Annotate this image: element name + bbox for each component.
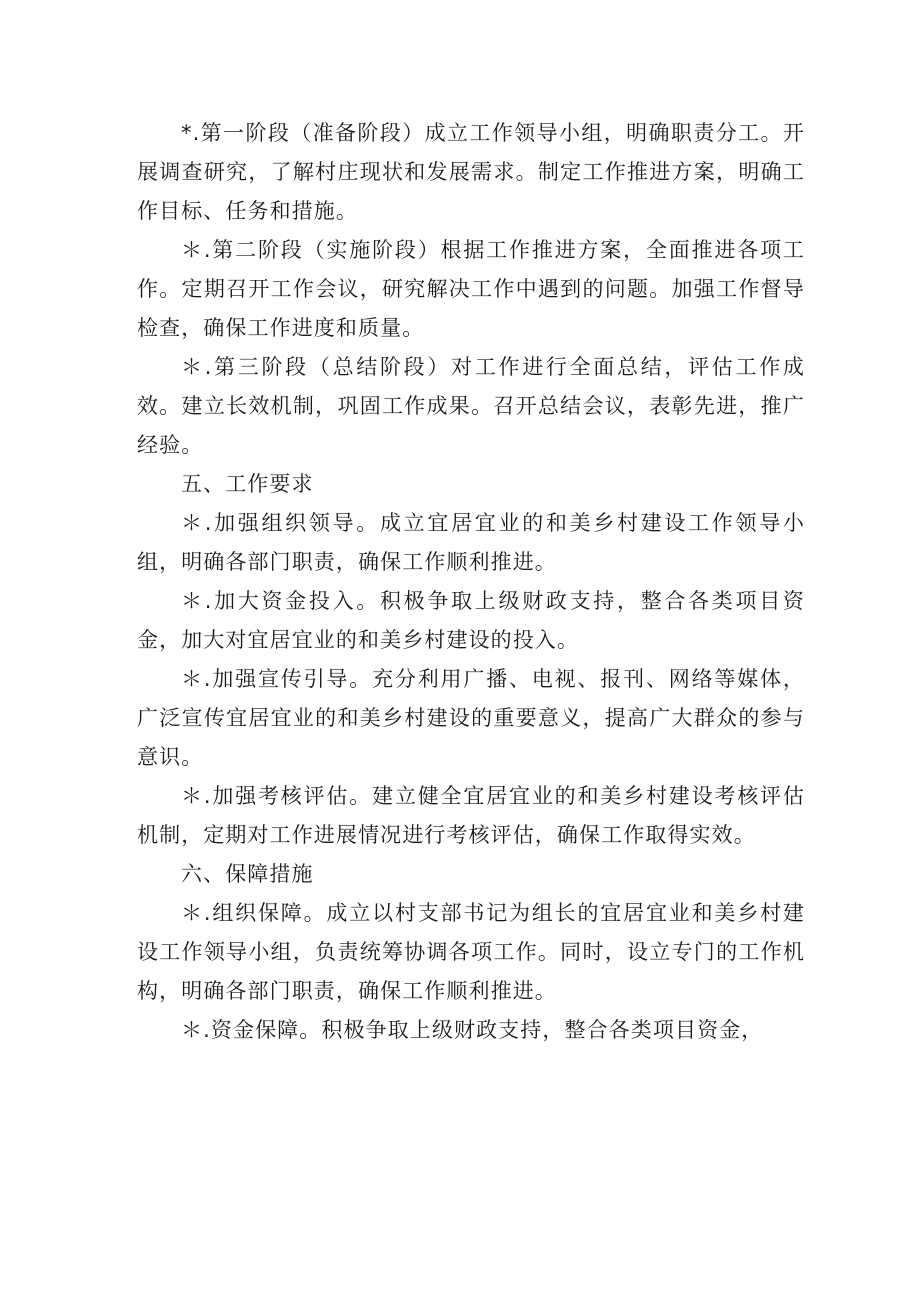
paragraph-funding-investment: ＊.加大资金投入。积极争取上级财政支持，整合各类项目资金，加大对宜居宜业的和美乡村建设的投入。 bbox=[137, 589, 805, 652]
paragraph-organizational-guarantee: ＊.组织保障。成立以村支部书记为组长的宜居宜业和美乡村建设工作领导小组，负责统筹协调各项工作。同时，设立专门的工作机构，明确各部门职责，确保工作顺利推进。 bbox=[137, 901, 805, 1003]
paragraph-assessment-evaluation: ＊.加强考核评估。建立健全宜居宜业的和美乡村建设考核评估机制，定期对工作进展情况进行考核评估，确保工作取得实效。 bbox=[137, 784, 805, 847]
paragraph-funding-guarantee: ＊.资金保障。积极争取上级财政支持，整合各类项目资金， bbox=[181, 1018, 764, 1042]
paragraph-publicity-guidance: ＊.加强宣传引导。充分利用广播、电视、报刊、网络等媒体，广泛宣传宜居宜业的和美乡村建设的重要意义，提高广大群众的参与意识。 bbox=[137, 667, 805, 769]
paragraph-stage-one: *.第一阶段（准备阶段）成立工作领导小组，明确职责分工。开展调查研究，了解村庄现状和发展需求。制定工作推进方案，明确工作目标、任务和措施。 bbox=[137, 121, 805, 223]
section-heading-safeguard-measures: 六、保障措施 bbox=[181, 862, 314, 886]
paragraph-stage-two: ＊.第二阶段（实施阶段）根据工作推进方案，全面推进各项工作。定期召开工作会议，研究解决工作中遇到的问题。加强工作督导检查，确保工作进度和质量。 bbox=[137, 238, 805, 340]
document-body bbox=[137, 114, 805, 1050]
section-heading-work-requirements: 五、工作要求 bbox=[181, 472, 314, 496]
paragraph-organization-leadership: ＊.加强组织领导。成立宜居宜业的和美乡村建设工作领导小组，明确各部门职责，确保工作顺利推进。 bbox=[137, 511, 805, 574]
paragraph-stage-three: ＊.第三阶段（总结阶段）对工作进行全面总结，评估工作成效。建立长效机制，巩固工作成果。召开总结会议，表彰先进，推广经验。 bbox=[137, 355, 805, 457]
